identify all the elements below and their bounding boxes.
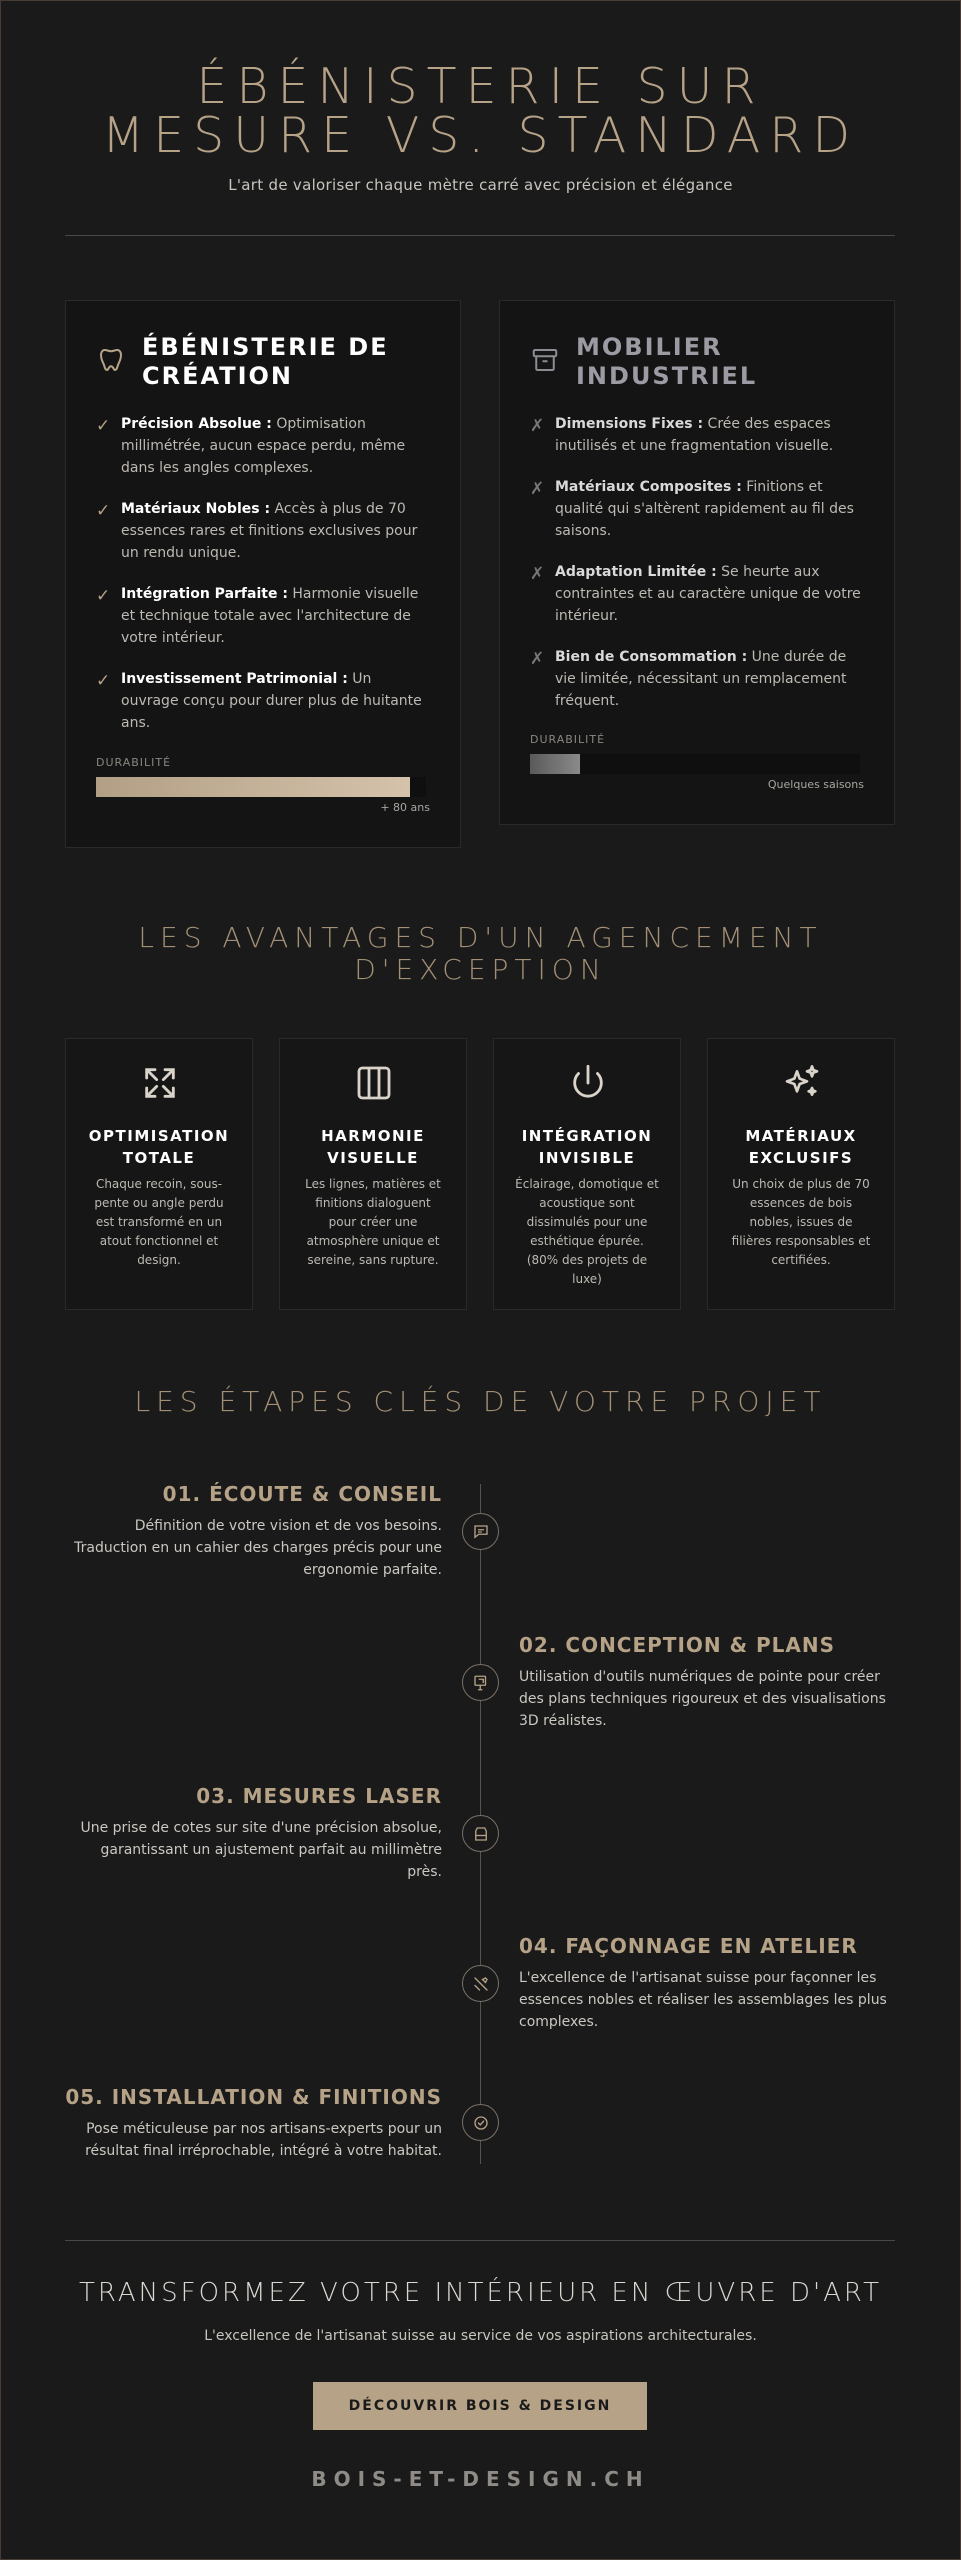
list-item	[96, 583, 431, 649]
feature-text: Accès à plus de 70 essences rares et finitions exclusives pour un rendu unique.	[121, 501, 418, 561]
advantage-title-line-2: INVISIBLE	[538, 1149, 636, 1167]
advantage-text: Les lignes, matières et finitions dialoguent pour créer une atmosphère unique et sereine, sans rupture.	[305, 1177, 441, 1267]
power-icon	[568, 1063, 608, 1103]
feature-text: Optimisation millimétrée, aucun espace perdu, même dans les angles complexes.	[121, 416, 406, 476]
feature-title: Intégration Parfaite :	[121, 586, 288, 602]
page-title-line-1: ÉBÉNISTERIE SUR	[196, 58, 765, 115]
advantage-card	[65, 1038, 253, 1310]
check-icon: ✓	[96, 671, 111, 691]
chat-bubble-icon	[472, 1523, 490, 1541]
standard-card-title-line-2: INDUSTRIEL	[576, 362, 758, 390]
custom-card-title-line-1: ÉBÉNISTERIE DE	[142, 333, 389, 361]
step-title: 03. MESURES LASER	[196, 1784, 442, 1808]
step-text: Pose méticuleuse par nos artisans-experts pour un résultat final irréprochable, intégré à votre habitat.	[85, 2121, 442, 2159]
durability-bar	[96, 777, 426, 797]
standard-card-header	[530, 333, 757, 391]
advantages-title-line-2: D'EXCEPTION	[354, 953, 607, 986]
feature-text: Une durée de vie limitée, nécessitant un remplacement fréquent.	[555, 649, 847, 709]
expand-arrows-icon	[140, 1063, 180, 1103]
check-icon: ✓	[96, 501, 111, 521]
advantage-text: Un choix de plus de 70 essences de bois nobles, issues de filières responsables et certifiées.	[731, 1177, 871, 1267]
custom-feature-list	[96, 413, 431, 753]
cta-subtitle: L'excellence de l'artisanat suisse au service de vos aspirations architecturales.	[204, 2328, 757, 2344]
step-title: 01. ÉCOUTE & CONSEIL	[162, 1482, 442, 1506]
steps-title: LES ÉTAPES CLÉS DE VOTRE PROJET	[134, 1385, 827, 1418]
page-title-line-2: MESURE VS. STANDARD	[101, 107, 860, 164]
list-item	[530, 476, 865, 542]
durability-fill	[96, 777, 410, 797]
custom-card-title	[142, 333, 389, 391]
divider	[65, 2240, 895, 2241]
timeline-node	[462, 1965, 499, 2002]
custom-card-title-line-2: CRÉATION	[142, 362, 293, 390]
advantage-title-line-1: INTÉGRATION	[521, 1127, 653, 1145]
advantage-text: Éclairage, domotique et acoustique sont dissimulés pour une esthétique épurée. (80% des projets de luxe)	[515, 1177, 659, 1286]
timeline-step	[62, 2085, 442, 2162]
feature-title: Dimensions Fixes :	[555, 416, 704, 432]
feature-text: Crée des espaces inutilisés et une fragmentation visuelle.	[555, 416, 834, 454]
advantages-title-line-1: LES AVANTAGES D'UN AGENCEMENT	[138, 921, 823, 954]
archive-box-icon	[530, 345, 560, 375]
cross-icon: ✗	[530, 564, 545, 584]
durability-bar	[530, 754, 860, 774]
tools-icon	[472, 1975, 490, 1993]
timeline-step	[62, 1784, 442, 1883]
timeline-step	[519, 1934, 899, 2033]
drafting-icon	[472, 1674, 490, 1692]
advantage-card	[279, 1038, 467, 1310]
custom-card	[65, 300, 461, 848]
cta-title: TRANSFORMEZ VOTRE INTÉRIEUR EN ŒUVRE D'ART	[79, 2278, 882, 2308]
columns-icon	[354, 1063, 394, 1103]
feature-text: Se heurte aux contraintes et au caractère unique de votre intérieur.	[555, 564, 861, 624]
step-text: Utilisation d'outils numériques de pointe pour créer des plans techniques rigoureux et des visualisations 3D réalistes.	[519, 1669, 886, 1729]
cross-icon: ✗	[530, 479, 545, 499]
check-icon: ✓	[96, 586, 111, 606]
page-subtitle: L'art de valoriser chaque mètre carré avec précision et élégance	[228, 176, 733, 194]
standard-feature-list	[530, 413, 865, 731]
advantages-title	[0, 922, 961, 986]
advantage-title-line-2: EXCLUSIFS	[748, 1149, 854, 1167]
list-item	[530, 646, 865, 712]
list-item	[530, 561, 865, 627]
timeline-node	[462, 2104, 499, 2141]
feature-title: Matériaux Nobles :	[121, 501, 271, 517]
check-badge-icon	[472, 2114, 490, 2132]
standard-card	[499, 300, 895, 825]
cross-icon: ✗	[530, 416, 545, 436]
advantage-title-line-1: HARMONIE	[321, 1127, 425, 1145]
advantage-title-line-2: TOTALE	[122, 1149, 196, 1167]
feature-text: Un ouvrage conçu pour durer plus de huitante ans.	[121, 671, 422, 731]
standard-card-title-line-1: MOBILIER	[576, 333, 723, 361]
advantage-text: Chaque recoin, sous-pente ou angle perdu est transformé en un atout fonctionnel et design.	[94, 1177, 224, 1267]
advantage-title-line-2: VISUELLE	[327, 1149, 419, 1167]
advantage-title	[504, 1125, 670, 1169]
cross-icon: ✗	[530, 649, 545, 669]
step-title: 05. INSTALLATION & FINITIONS	[65, 2085, 442, 2109]
feature-title: Précision Absolue :	[121, 416, 272, 432]
advantage-card	[493, 1038, 681, 1310]
discover-button[interactable]: DÉCOUVRIR BOIS & DESIGN	[313, 2382, 647, 2430]
step-title: 04. FAÇONNAGE EN ATELIER	[519, 1934, 858, 1958]
laser-measure-icon	[472, 1825, 490, 1843]
feature-title: Matériaux Composites :	[555, 479, 742, 495]
timeline-step	[519, 1633, 899, 1732]
feature-title: Investissement Patrimonial :	[121, 671, 348, 687]
custom-card-header	[96, 333, 389, 391]
feature-title: Adaptation Limitée :	[555, 564, 717, 580]
tooth-icon	[96, 345, 126, 375]
feature-title: Bien de Consommation :	[555, 649, 748, 665]
divider	[65, 235, 895, 236]
sparkles-icon	[782, 1063, 822, 1103]
timeline-node	[462, 1513, 499, 1550]
list-item	[96, 413, 431, 479]
advantage-title-line-1: OPTIMISATION	[88, 1127, 230, 1145]
timeline-node	[462, 1664, 499, 1701]
durability-note: Quelques saisons	[767, 778, 864, 791]
list-item	[530, 413, 865, 457]
step-text: Une prise de cotes sur site d'une précision absolue, garantissant un ajustement parfait au millimètre près.	[80, 1820, 442, 1880]
durability-fill	[530, 754, 580, 774]
check-icon: ✓	[96, 416, 111, 436]
advantage-card	[707, 1038, 895, 1310]
step-text: L'excellence de l'artisanat suisse pour façonner les essences nobles et réaliser les assemblages les plus complexes.	[519, 1970, 887, 2030]
durability-note: + 80 ans	[380, 801, 430, 814]
list-item	[96, 668, 431, 734]
feature-text: Finitions et qualité qui s'altèrent rapidement au fil des saisons.	[555, 479, 854, 539]
standard-card-title	[576, 333, 757, 391]
advantage-title	[290, 1125, 456, 1169]
advantage-title-line-1: MATÉRIAUX	[745, 1127, 857, 1145]
advantage-title	[718, 1125, 884, 1169]
durability-label: DURABILITÉ	[530, 733, 606, 746]
feature-text: Harmonie visuelle et technique totale avec l'architecture de votre intérieur.	[121, 586, 419, 646]
site-domain-link[interactable]: BOIS-ET-DESIGN.CH	[311, 2467, 650, 2491]
timeline-step	[62, 1482, 442, 1581]
list-item	[96, 498, 431, 564]
advantage-title	[76, 1125, 242, 1169]
step-title: 02. CONCEPTION & PLANS	[519, 1633, 836, 1657]
timeline-node	[462, 1815, 499, 1852]
page-title	[0, 58, 961, 164]
durability-label: DURABILITÉ	[96, 756, 172, 769]
step-text: Définition de votre vision et de vos besoins. Traduction en un cahier des charges précis pour une ergonomie parfaite.	[74, 1518, 442, 1578]
